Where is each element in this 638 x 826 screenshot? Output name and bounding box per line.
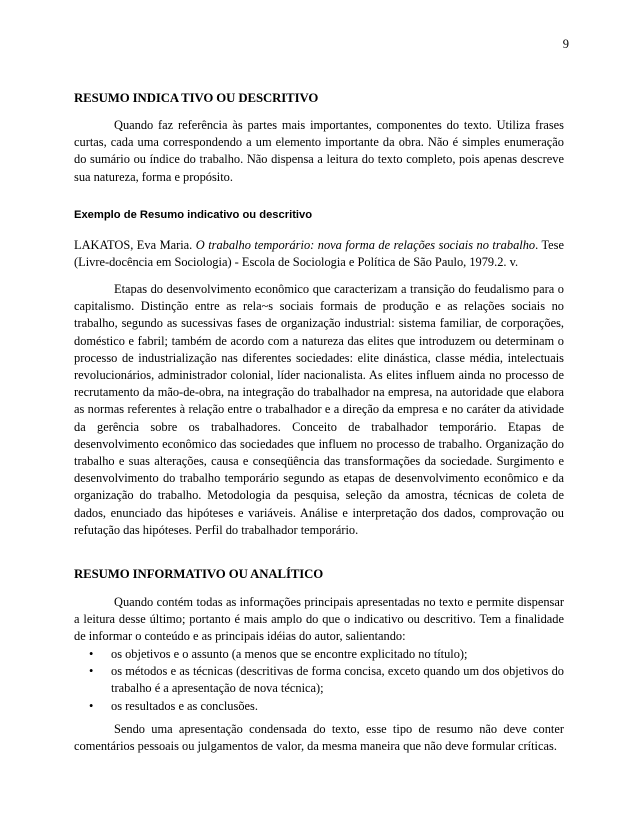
page-number: 9	[562, 37, 569, 51]
example-abstract: Etapas do desenvolvimento econômico que caracterizam a transição do feudalismo para o capitalismo. Distinção entre as rela~s sociais formais de produção e as relações sociais no trabalho, segundo as sucessivas fases de organização industrial: sistema familiar, de corporações, doméstico e fabril; também de acordo com a natureza das elites que introduzem ou determinam o processo de industrialização nas diferentes sociedades: elite dinástica, classe média, intelectuais revolucionários, administrador colonial, líder nacionalista. As elites influem ainda no processo de recrutamento da mão-de-obra, na integração do trabalhador na empresa, na autoridade que elabora as normas referentes à relação entre o trabalhador e a direção da empresa e no caráter da atividade da gerência sobre os trabalhadores. Conceito de trabalhador temporário. Etapas de desenvolvimento econômico das sociedades que influem no processo de trabalho. Organização do trabalho e suas alterações, causa e conseqüência das transformações da sociedade. Surgimento e desenvolvimento do trabalho temporário segundo as etapas de desenvolvimento econômico e da organização do trabalho. Metodologia da pesquisa, seleção da amostra, técnicas de coleta de dados, enunciado das hipóteses e variáveis. Análise e interpretação dos dados, comprovação ou refutação das hipóteses. Perfil do trabalhador temporário.	[74, 282, 564, 537]
bullet-icon: •	[89, 647, 94, 661]
indicative-description: Quando faz referência às partes mais importantes, componentes do texto. Utiliza frases curtas, cada uma correspondendo a um elemento importante da obra. Não é simples enumeração do sumário ou índice do trabalho. Não dispensa a leitura do texto completo, pois apenas descreve sua natureza, forma e propósito.	[74, 118, 564, 184]
informative-description: Quando contém todas as informações principais apresentadas no texto e permite dispensar a leitura desse último; portanto é mais amplo do que o indicativo ou descritivo. Tem a finalidade de informar o conteúdo e as principais idéias do autor, salientando:	[74, 595, 564, 644]
example-heading: Exemplo de Resumo indicativo ou descritivo	[74, 209, 313, 221]
list-item: • os métodos e as técnicas (descritivas de forma concisa, exceto quando um dos objetivos do trabalho é a apresentação de nova técnica);	[89, 664, 564, 696]
section-title-indicative: RESUMO INDICA TIVO OU DESCRITIVO	[74, 91, 319, 105]
list-item: • os resultados e as conclusões.	[74, 698, 564, 715]
bibliographic-reference	[74, 237, 564, 271]
informative-bullet-list	[74, 646, 564, 715]
reference-rest: . Tese (Livre-docência em Sociologia) - Escola de Sociologia e Política de São Paulo, 1979.2. v.	[74, 238, 564, 270]
reference-title: O trabalho temporário: nova forma de relações sociais no trabalho	[195, 238, 536, 252]
bullet-icon: •	[89, 664, 94, 679]
list-item: • os objetivos e o assunto (a menos que se encontre explicitado no título);	[74, 646, 564, 663]
closing-paragraph: Sendo uma apresentação condensada do texto, esse tipo de resumo não deve conter comentários pessoais ou julgamentos de valor, da mesma maneira que não deve formular críticas.	[74, 722, 564, 754]
reference-author: LAKATOS, Eva Maria.	[74, 238, 193, 252]
section-title-informative: RESUMO INFORMATIVO OU ANALÍTICO	[74, 567, 324, 581]
bullet-icon: •	[89, 698, 94, 713]
